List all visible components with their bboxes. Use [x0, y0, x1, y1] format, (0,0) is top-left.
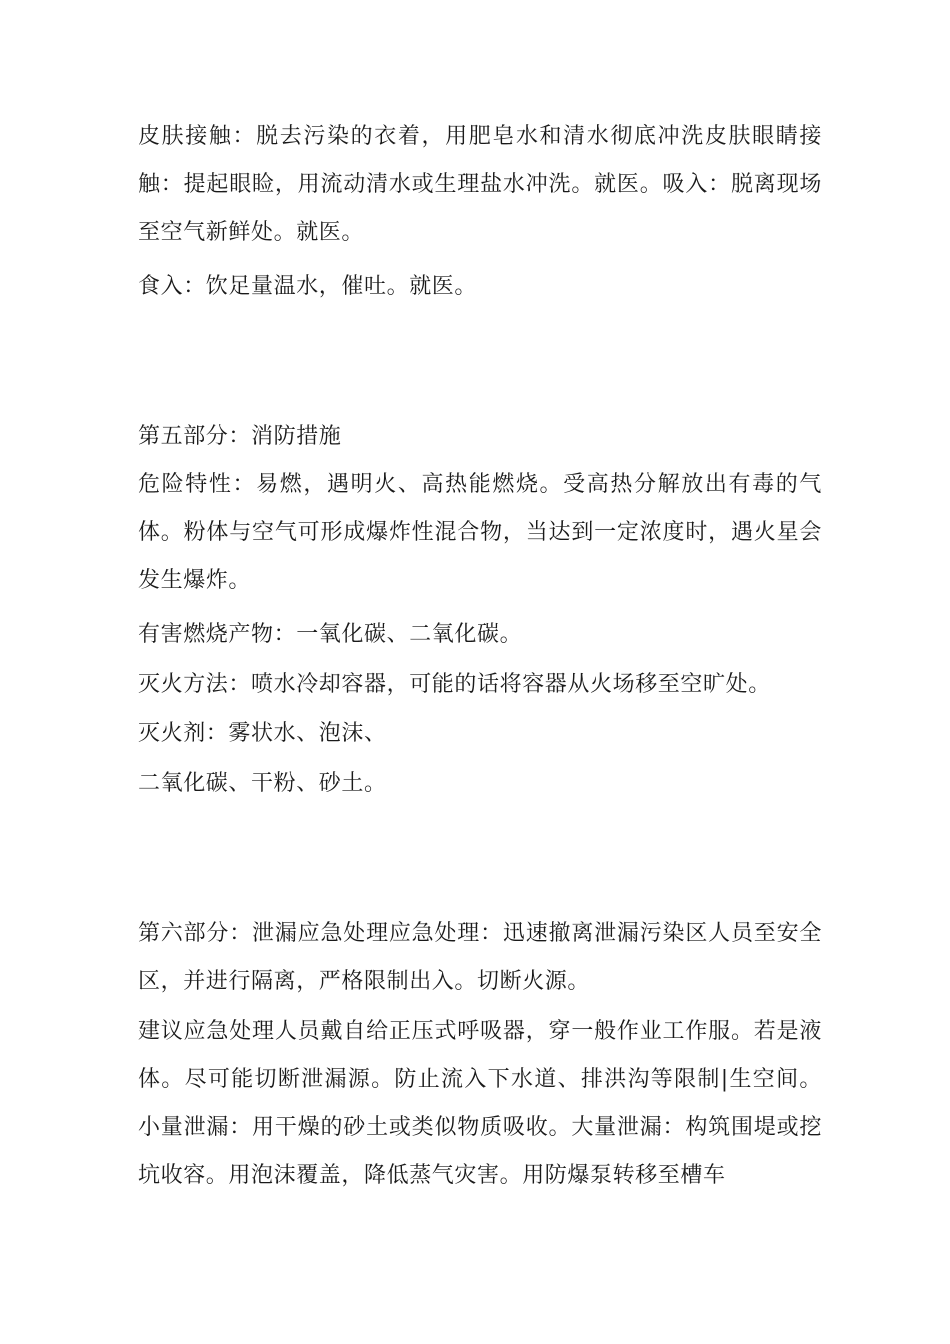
- hazardous-combustion-products-paragraph: 有害燃烧产物：一氧化碳、二氧化碳。: [138, 622, 523, 647]
- first-aid-ingestion-paragraph: 食入：饮足量温水，催吐。就医。: [138, 274, 478, 299]
- extinguishing-agent-paragraph: 灭火剂：雾状水、泡沫、: [138, 721, 387, 746]
- first-aid-skin-eye-inhalation-paragraph: 皮肤接触：脱去污染的衣着，用肥皂水和清水彻底冲洗皮肤眼睛接触：提起眼睑，用流动清水或生理盐水冲洗。就医。吸入：脱离现场至空气新鲜处。就医。: [138, 124, 822, 245]
- leak-response-details-paragraph: 建议应急处理人员戴自给正压式呼吸器，穿一般作业工作服。若是液体。尽可能切断泄漏源。防止流入下水道、排洪沟等限制|生空间。小量泄漏：用干燥的砂土或类似物质吸收。大量泄漏：构筑围堤或挖坑收容。用泡沫覆盖，降低蒸气灾害。用防爆泵转移至槽车: [138, 1019, 822, 1188]
- section-5-heading: 第五部分：消防措施: [138, 424, 342, 449]
- section-6-leak-response-paragraph: 第六部分：泄漏应急处理应急处理：迅速撤离泄漏污染区人员至安全区，并进行隔离，严格限制出入。切断火源。: [138, 921, 822, 994]
- extinguishing-agent-continued-paragraph: 二氧化碳、干粉、砂土。: [138, 771, 387, 796]
- hazard-characteristics-paragraph: 危险特性：易燃，遇明火、高热能燃烧。受高热分解放出有毒的气体。粉体与空气可形成爆炸性混合物，当达到一定浓度时，遇火星会发生爆炸。: [138, 472, 822, 593]
- extinguishing-method-paragraph: 灭火方法：喷水冷却容器，可能的话将容器从火场移至空旷处。: [138, 672, 771, 697]
